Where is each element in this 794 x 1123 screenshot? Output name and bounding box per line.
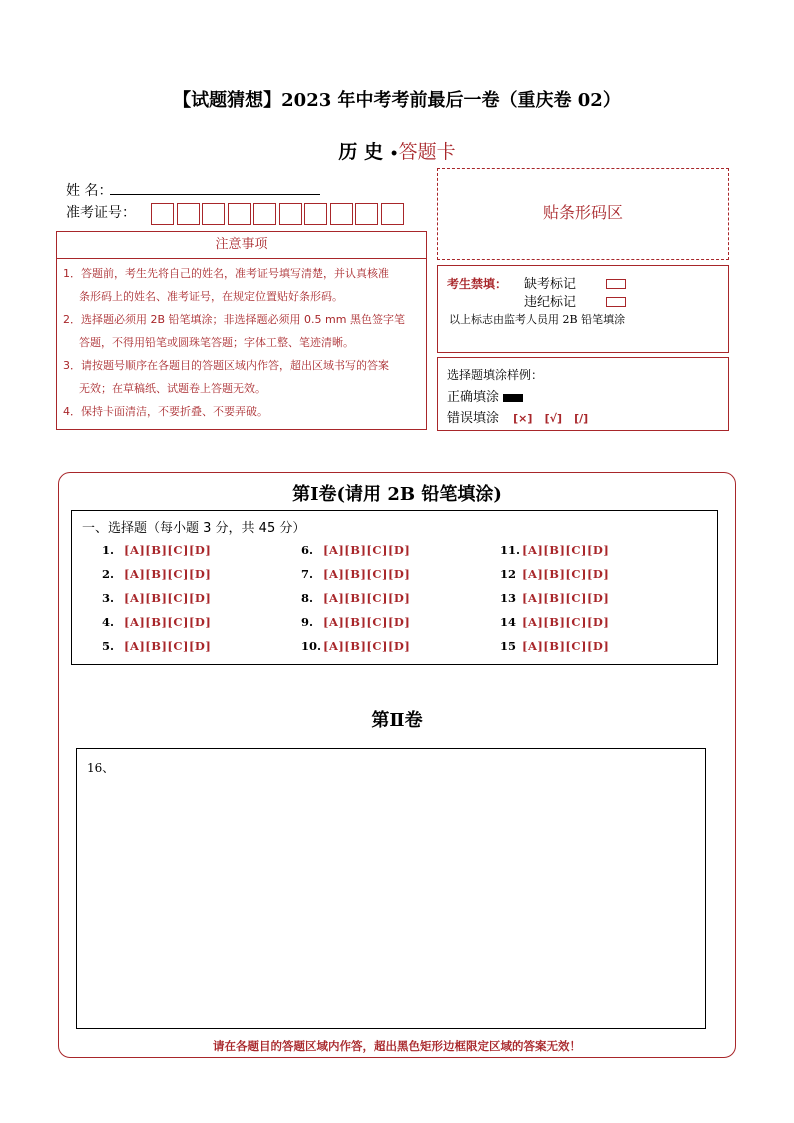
answer-options[interactable]: [A][B][C][D] <box>323 615 411 629</box>
fill-sample-box <box>437 357 729 431</box>
section-1-title: 第Ⅰ卷(请用 2B 铅笔填涂) <box>292 484 502 505</box>
exam-id-digit-box[interactable] <box>381 203 404 225</box>
exam-id-digit-box[interactable] <box>253 203 276 225</box>
choice-question-row <box>102 615 211 629</box>
answer-options[interactable]: [A][B][C][D] <box>124 591 212 605</box>
violation-mark-label: 违纪标记 <box>524 295 577 310</box>
notice-item-1-cont: 条形码上的姓名、准考证号，在规定位置贴好条形码。 <box>79 290 343 303</box>
question-number: 5. <box>102 639 115 653</box>
answer-options[interactable]: [A][B][C][D] <box>323 543 411 557</box>
choice-question-row <box>301 615 410 629</box>
proctor-only-label: 考生禁填： <box>447 277 508 291</box>
answer-options[interactable]: [A][B][C][D] <box>124 639 212 653</box>
name-field[interactable] <box>110 194 320 195</box>
choice-question-row <box>301 567 410 581</box>
exam-id-boxes <box>151 203 406 225</box>
answer-options[interactable]: [A][B][C][D] <box>124 615 212 629</box>
question-number: 11. <box>500 543 521 557</box>
notice-item-1: 1．答题前，考生先将自己的姓名，准考证号填写清楚，并认真核准 <box>63 267 389 280</box>
card-subtitle <box>0 137 794 164</box>
exam-id-digit-box[interactable] <box>151 203 174 225</box>
proctor-only-box <box>437 265 729 353</box>
question-number: 9. <box>301 615 314 629</box>
choice-question-box <box>71 510 718 665</box>
answer-options[interactable]: [A][B][C][D] <box>124 567 212 581</box>
answer-options[interactable]: [A][B][C][D] <box>124 543 212 557</box>
notice-item-2-cont: 答题，不得用铅笔或圆珠笔答题；字体工整、笔迹清晰。 <box>79 336 354 349</box>
choice-question-row <box>301 543 410 557</box>
separator-dot: • <box>389 146 399 162</box>
notice-box <box>56 231 427 430</box>
exam-id-digit-box[interactable] <box>355 203 378 225</box>
card-label: 答题卡 <box>398 141 456 163</box>
question-16-label: 16、 <box>87 761 115 775</box>
notice-heading: 注意事项 <box>57 232 426 259</box>
absent-mark-label: 缺考标记 <box>524 277 577 292</box>
choice-question-row <box>500 543 609 557</box>
answer-options[interactable]: [A][B][C][D] <box>522 615 610 629</box>
violation-mark-box[interactable] <box>606 297 626 307</box>
exam-id-digit-box[interactable] <box>279 203 302 225</box>
name-label: 姓 名： <box>66 183 113 199</box>
choice-question-row <box>102 543 211 557</box>
choice-question-row <box>102 567 211 581</box>
question-number: 10. <box>301 639 322 653</box>
answer-options[interactable]: [A][B][C][D] <box>522 591 610 605</box>
proctor-note: 以上标志由监考人员用 2B 铅笔填涂 <box>449 313 626 326</box>
choice-question-row <box>102 639 211 653</box>
answer-options[interactable]: [A][B][C][D] <box>522 543 610 557</box>
exam-id-digit-box[interactable] <box>330 203 353 225</box>
subject-name: 历 史 <box>338 141 384 163</box>
correct-fill-mark <box>503 394 523 402</box>
choice-question-row <box>500 591 609 605</box>
exam-id-digit-box[interactable] <box>228 203 251 225</box>
notice-item-4: 4．保持卡面清洁，不要折叠、不要弄破。 <box>63 405 268 418</box>
choice-question-row <box>500 639 609 653</box>
wrong-mark-2: [√] <box>544 412 562 425</box>
wrong-mark-3: [/] <box>574 412 589 425</box>
wrong-mark-1: [×] <box>513 412 533 425</box>
answer-options[interactable]: [A][B][C][D] <box>522 639 610 653</box>
footer-warning: 请在各题目的答题区域内作答，超出黑色矩形边框限定区域的答案无效！ <box>213 1039 581 1053</box>
question-number: 4. <box>102 615 115 629</box>
choice-question-row <box>500 567 609 581</box>
question-number: 8. <box>301 591 314 605</box>
question-number: 2. <box>102 567 115 581</box>
answer-options[interactable]: [A][B][C][D] <box>522 567 610 581</box>
exam-id-digit-box[interactable] <box>202 203 225 225</box>
page-title: 【试题猜想】2023 年中考考前最后一卷（重庆卷 02） <box>173 90 621 111</box>
choice-question-row <box>301 591 410 605</box>
absent-mark-box[interactable] <box>606 279 626 289</box>
fill-sample-title: 选择题填涂样例： <box>447 368 544 382</box>
question-number: 14 <box>500 615 517 629</box>
question-number: 15 <box>500 639 517 653</box>
choice-question-row <box>500 615 609 629</box>
barcode-area: 贴条形码区 <box>437 168 729 260</box>
wrong-fill-label: 错误填涂 <box>447 411 500 426</box>
choice-question-row <box>301 639 410 653</box>
answer-options[interactable]: [A][B][C][D] <box>323 567 411 581</box>
question-number: 7. <box>301 567 314 581</box>
notice-item-3: 3．请按题号顺序在各题目的答题区域内作答，超出区域书写的答案 <box>63 359 389 372</box>
correct-fill-label: 正确填涂 <box>447 390 500 405</box>
answer-options[interactable]: [A][B][C][D] <box>323 639 411 653</box>
exam-id-digit-box[interactable] <box>304 203 327 225</box>
question-number: 6. <box>301 543 314 557</box>
notice-item-2: 2．选择题必须用 2B 铅笔填涂；非选择题必须用 0.5 mm 黑色签字笔 <box>63 313 405 326</box>
exam-id-digit-box[interactable] <box>177 203 200 225</box>
question-16-answer-area[interactable] <box>76 748 706 1029</box>
choice-section-title: 一、选择题（每小题 3 分，共 45 分） <box>82 521 306 536</box>
notice-item-3-cont: 无效；在草稿纸、试题卷上答题无效。 <box>79 382 266 395</box>
exam-id-label: 准考证号： <box>66 205 136 221</box>
question-number: 12 <box>500 567 517 581</box>
question-number: 3. <box>102 591 115 605</box>
question-number: 13 <box>500 591 517 605</box>
answer-options[interactable]: [A][B][C][D] <box>323 591 411 605</box>
choice-question-row <box>102 591 211 605</box>
section-2-title: 第Ⅱ卷 <box>371 710 423 731</box>
question-number: 1. <box>102 543 115 557</box>
